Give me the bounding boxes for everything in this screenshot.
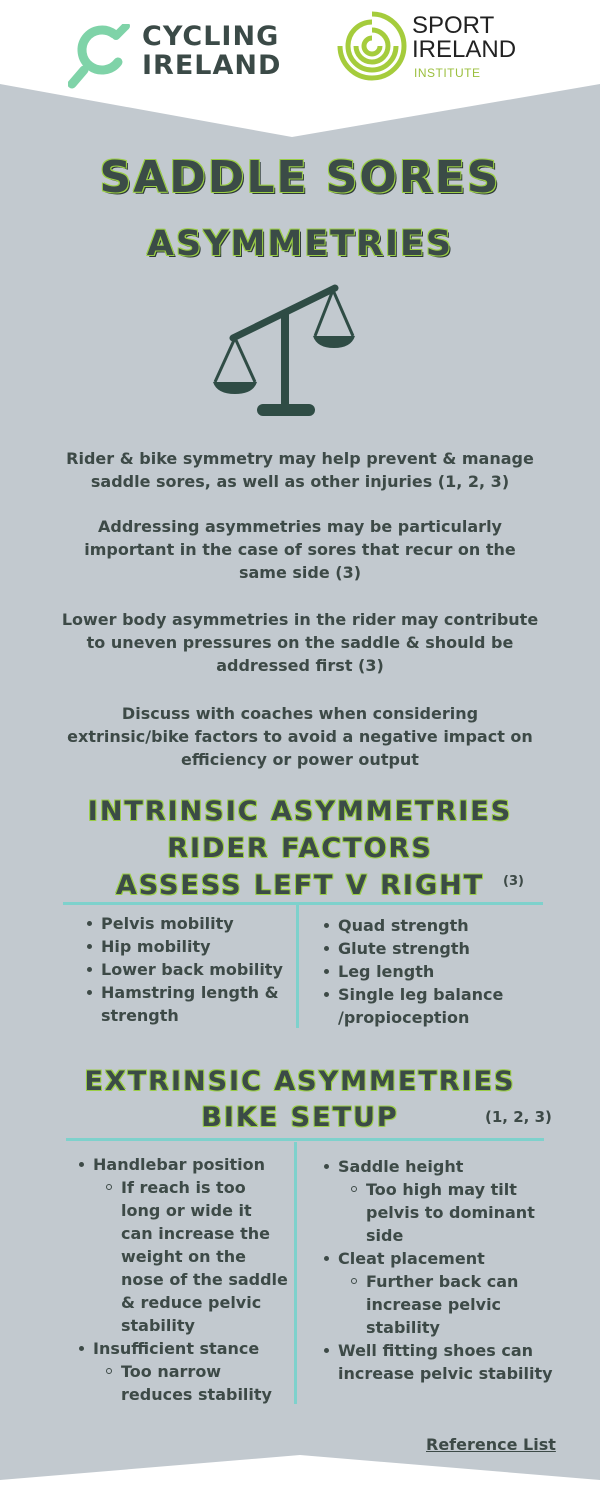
list-item: Single leg balance /propioception (323, 983, 533, 1029)
extrinsic-column-divider (294, 1142, 297, 1404)
extrinsic-divider (66, 1138, 544, 1141)
intro-paragraph-4: Discuss with coaches when considering extrinsic/bike factors to avoid a negative impact on efficiency or power output (67, 704, 533, 769)
balance-scale-icon (205, 282, 365, 422)
extrinsic-left-list (78, 1153, 288, 1406)
sport-logo-line3: INSTITUTE (414, 66, 481, 80)
extrinsic-heading: EXTRINSIC ASYMMETRIES (84, 1066, 516, 1097)
extrinsic-right-list (323, 1155, 563, 1385)
intrinsic-left-list (86, 912, 291, 1027)
extrinsic-reference: (1, 2, 3) (485, 1108, 552, 1126)
list-item: Insufficient stance (78, 1337, 288, 1360)
list-item: Hip mobility (86, 935, 291, 958)
cycling-ireland-logo (68, 21, 282, 88)
cycling-logo-line1: CYCLING (142, 21, 280, 52)
sport-logo-line1: SPORT (412, 12, 495, 39)
intrinsic-heading: INTRINSIC ASYMMETRIES (87, 796, 513, 827)
list-item: Pelvis mobility (86, 912, 291, 935)
intrinsic-assess-heading: ASSESS LEFT V RIGHT (115, 870, 485, 901)
page-subtitle: ASYMMETRIES (146, 224, 454, 264)
sub-list-item: Further back can increase pelvic stability (323, 1270, 563, 1339)
list-item: Leg length (323, 960, 533, 983)
page-title: SADDLE SORES (99, 152, 501, 203)
list-item: Saddle height (323, 1155, 563, 1178)
intro-paragraph-1: Rider & bike symmetry may help prevent & manage saddle sores, as well as other injuries (1, 2, 3) (66, 449, 534, 491)
intrinsic-divider (63, 902, 543, 905)
sub-list-item: Too narrow reduces stability (78, 1360, 288, 1406)
cycling-ireland-logo-icon (68, 24, 138, 90)
sport-ireland-swirl-icon (334, 8, 410, 84)
intro-paragraph-2: Addressing asymmetries may be particularly important in the case of sores that recur on the same side (3) (84, 517, 516, 582)
list-item: Hamstring length & strength (86, 981, 291, 1027)
list-item: Cleat placement (323, 1247, 563, 1270)
intrinsic-right-list (323, 914, 533, 1029)
sport-ireland-logo (330, 6, 530, 86)
intro-paragraph-3: Lower body asymmetries in the rider may contribute to uneven pressures on the saddle & should be addressed first (3) (61, 610, 539, 675)
intrinsic-column-divider (296, 904, 299, 1028)
list-item: Well fitting shoes can increase pelvic stability (323, 1339, 563, 1385)
sub-list-item: If reach is too long or wide it can increase the weight on the nose of the saddle & reduce pelvic stability (78, 1176, 288, 1337)
cycling-logo-line2: IRELAND (142, 50, 282, 81)
extrinsic-subheading: BIKE SETUP (201, 1102, 399, 1133)
reference-list-link[interactable]: Reference List (426, 1435, 556, 1454)
list-item: Glute strength (323, 937, 533, 960)
list-item: Quad strength (323, 914, 533, 937)
intrinsic-subheading: RIDER FACTORS (167, 833, 433, 864)
intrinsic-reference: (3) (503, 874, 524, 889)
list-item: Lower back mobility (86, 958, 291, 981)
sub-list-item: Too high may tilt pelvis to dominant side (323, 1178, 563, 1247)
sport-logo-line2: IRELAND (412, 36, 517, 63)
list-item: Handlebar position (78, 1153, 288, 1176)
